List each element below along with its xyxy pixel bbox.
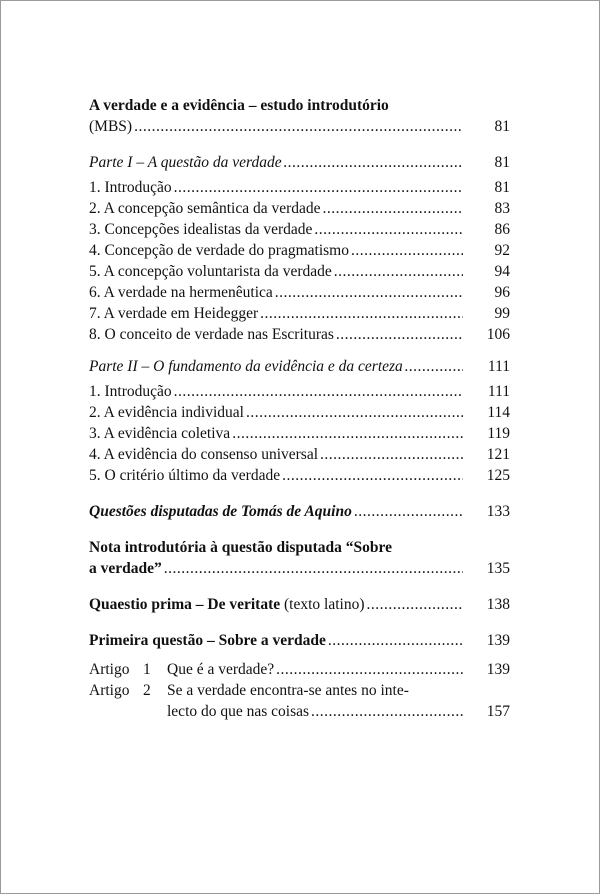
part-title: – A questão da verdade [132,154,282,171]
toc-entry [89,326,510,347]
toc-entry-quaestio [89,596,510,617]
toc-part-heading [89,154,510,175]
artigo-entry [89,661,510,682]
toc-entry-text: 5. A concepção voluntarista da verdade [89,263,332,280]
toc-entry-text: a verdade” [89,560,162,577]
page-number: 81 [494,118,510,135]
page-number: 119 [487,425,510,442]
toc-entry [89,425,510,446]
page-number: 81 [494,154,510,171]
leader-dots [405,358,463,376]
toc-entry [89,200,510,221]
artigo-number: 1 [143,661,151,678]
page-number: 83 [494,200,510,217]
toc-entry-text: 4. A evidência do consenso universal [89,446,319,463]
toc-entry-text: 6. A verdade na hermenêutica [89,284,273,301]
leader-dots [174,383,463,401]
artigo-entry [89,682,510,703]
leader-dots [311,703,463,721]
toc-entry [89,305,510,326]
quaestio-note: (texto latino) [280,596,365,613]
leader-dots [320,446,463,464]
page-number: 86 [494,221,510,238]
part2-list [89,383,510,488]
leader-dots [232,425,463,443]
toc-entry-text: 5. O critério último da verdade [89,467,281,484]
toc-entry [89,284,510,305]
quaestio-title: Quaestio prima – De veritate [89,596,281,613]
page-number: 157 [486,703,510,720]
leader-dots [276,661,463,679]
toc-entry [89,263,510,284]
part-label: Parte II [89,358,138,375]
toc-entry-nota-line1: Nota introdutória à questão disputada “Sobre [89,539,393,556]
leader-dots [336,326,463,344]
page-number: 92 [494,242,510,259]
table-of-contents [89,97,510,724]
artigo-label: Artigo [89,661,130,678]
toc-entry-text: 3. A evidência coletiva [89,425,231,442]
toc-entry-text: Primeira questão – Sobre a verdade [89,632,326,649]
toc-entry [89,221,510,242]
page-number: 111 [487,383,510,400]
leader-dots [367,596,464,614]
artigo-label: Artigo [89,682,130,699]
toc-entry [89,179,510,200]
toc-entry-questoes [89,503,510,524]
page-number: 94 [494,263,510,280]
leader-dots [334,263,463,281]
toc-entry [89,404,510,425]
toc-part-heading [89,358,510,379]
part-label: Parte I [89,154,133,171]
toc-entry [89,446,510,467]
leader-dots [354,503,463,521]
toc-entry-primeira [89,632,510,653]
leader-dots [174,179,463,197]
part1-list [89,179,510,347]
page-number: 81 [494,179,510,196]
toc-entry-text: 2. A concepção semântica da verdade [89,200,321,217]
toc-entry-text: 4. Concepção de verdade do pragmatismo [89,242,349,259]
leader-dots [323,200,463,218]
toc-entry-text: 2. A evidência individual [89,404,244,421]
page-number: 106 [486,326,510,343]
page-number: 139 [486,632,510,649]
toc-entry-text: 3. Concepções idealistas da verdade [89,221,313,238]
toc-entry [89,242,510,263]
toc-entry-text: (MBS) [89,118,133,135]
artigo-title: Que é a verdade? [167,661,275,678]
toc-entry-text: Questões disputadas de Tomás de Aquino [89,503,352,520]
part-title: – O fundamento da evidência e da certeza [137,358,403,375]
leader-dots [164,560,463,578]
page-number: 133 [486,503,510,520]
page-number: 125 [486,467,510,484]
toc-entry-text: 1. Introdução [89,179,172,196]
leader-dots [351,242,463,260]
toc-entry-text: 8. O conceito de verdade nas Escrituras [89,326,334,343]
page-number: 138 [486,596,510,613]
artigo-number: 2 [143,682,151,699]
leader-dots [246,404,463,422]
leader-dots [328,632,463,650]
page-number: 121 [486,446,510,463]
page-number: 135 [486,560,510,577]
leader-dots [260,305,463,323]
artigo-entry-continued [89,703,510,724]
leader-dots [275,284,463,302]
leader-dots [282,467,463,485]
artigo-title: Se a verdade encontra-se antes no inte- [167,682,409,699]
toc-entry [89,383,510,404]
page-number: 99 [494,305,510,322]
toc-entry [89,118,510,139]
toc-entry-nota [89,560,510,581]
leader-dots [314,221,463,239]
toc-entry-text: 7. A verdade em Heidegger [89,305,259,322]
page-number: 96 [494,284,510,301]
page-number: 111 [487,358,510,375]
toc-entry [89,467,510,488]
page-number: 139 [486,661,510,678]
page-number: 114 [487,404,510,421]
leader-dots [284,154,463,172]
toc-entry-text: 1. Introdução [89,383,172,400]
artigo-title-continued: lecto do que nas coisas [167,703,310,720]
leader-dots [134,118,463,136]
toc-section-title: A verdade e a evidência – estudo introdutório [89,97,389,114]
